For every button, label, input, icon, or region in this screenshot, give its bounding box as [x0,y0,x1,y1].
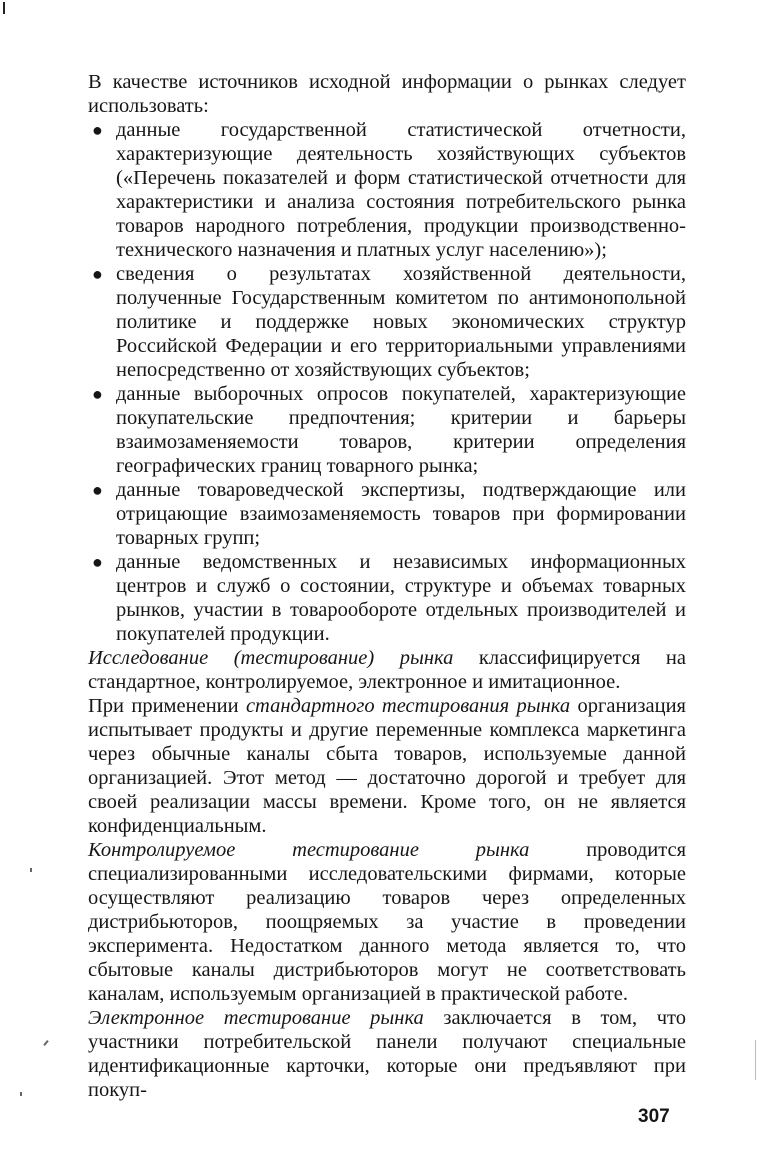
page-number: 307 [638,1106,670,1127]
term-controlled-testing: Контролируемое тестирование рынка [88,839,530,861]
list-item-text: данные выборочных опросов покупателей, характеризующие покупательские предпочтения; критерии и барьеры взаимозаменяемости товаров, критерии определения географических границ товарного рынка; [116,383,686,477]
term-market-research: Исследование (тестирование) рынка [88,647,454,669]
list-item-text: данные государственной статистической отчетности, характеризующие деятельность хозяйствующих субъектов («Перечень показателей и форм статистической отчетности для характеристики и анализа состояния потребительского рынка товаров народного потребления, продукции производственно-технического назначения и платных услуг населению»); [116,119,686,261]
scan-corner-mark [3,2,5,14]
list-item [92,478,686,550]
bullet-icon: ● [92,120,103,140]
list-item-text: данные товароведческой экспертизы, подтверждающие или отрицающие взаимозаменяемость товаров при формировании товарных групп; [116,479,686,549]
sources-list [88,118,686,646]
list-item-text: сведения о результатах хозяйственной деятельности, полученные Государственным комитетом по антимонопольной политике и поддержке новых экономических структур Российской Федерации и его территориальными управлениями непосредственно от хозяйствующих субъектов; [116,263,686,381]
intro-paragraph: В качестве источников исходной информации о рынках следует использовать: [88,71,686,117]
bullet-icon: ● [92,552,103,572]
paragraph-text: классифицируется на стандартное, контролируемое, электронное и имитационное. [88,647,686,693]
list-item [92,550,686,646]
term-standard-testing: стандартного тестирования рынка [245,695,571,717]
scan-margin-mark [30,868,32,872]
scan-margin-mark [43,1040,48,1046]
paragraph-text: заключается в том, что участники потребительской панели получают специальные идентификационные карточки, которые они предъявляют при покуп- [88,1007,686,1101]
paragraph-controlled-testing [88,838,686,1006]
list-item [92,382,686,478]
paragraph-electronic-testing [88,1006,686,1102]
paragraph-text: проводится специализированными исследовательскими фирмами, которые осуществляют реализацию товаров через определенных дистрибьюторов, поощряемых за участие в проведении эксперимента. Недостатком данного метода является то, что сбытовые каналы дистрибьюторов могут не соответствовать каналам, используемым организацией в практической работе. [88,839,687,1005]
list-item [92,262,686,382]
list-item [92,118,686,262]
paragraph-text: организация испытывает продукты и другие переменные комплекса маркетинга через обычные каналы сбыта товаров, используемые данной организацией. Этот метод — достаточно дорогой и требует для своей реализации массы времени. Кроме того, он не является конфиденциальным. [88,695,686,837]
bullet-icon: ● [92,264,103,284]
bullet-icon: ● [92,384,103,404]
page-body [88,70,686,1102]
paragraph-lead: При применении [88,695,246,717]
list-item-text: данные ведомственных и независимых информационных центров и служб о состоянии, структуре и объемах товарных рынков, участии в товарообороте отдельных производителей и покупателей продукции. [116,551,686,645]
scan-margin-mark [20,1092,22,1096]
bullet-icon: ● [92,480,103,500]
paragraph-research-classification [88,646,686,694]
paragraph-standard-testing [88,694,686,838]
term-electronic-testing: Электронное тестирование рынка [88,1007,424,1029]
scan-margin-mark [755,1040,756,1080]
